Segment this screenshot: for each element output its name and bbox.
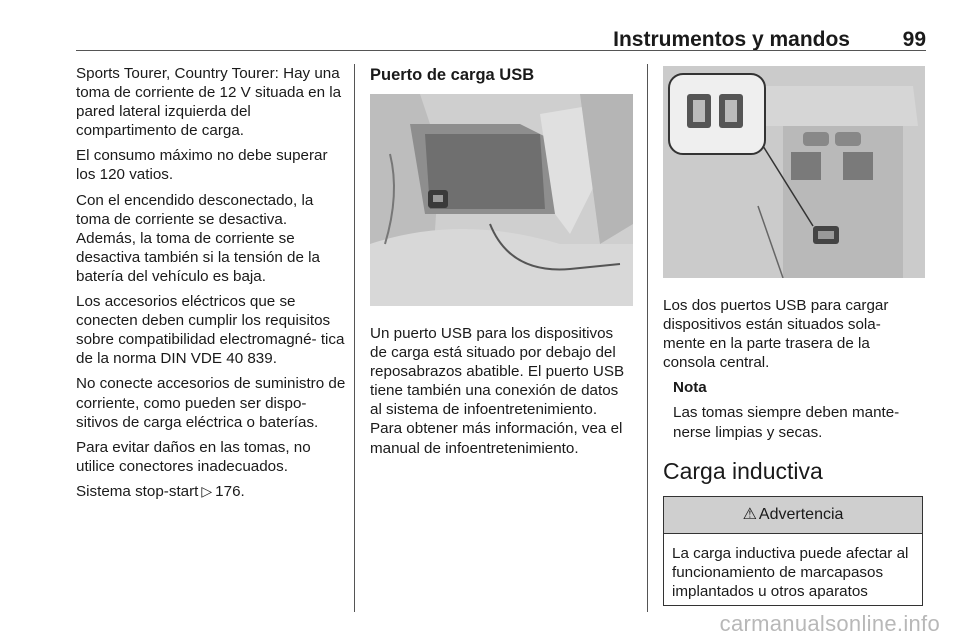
section-heading-inductive: Carga inductiva [663,457,823,484]
warning-header [664,497,922,534]
column-divider-1 [354,64,355,612]
warning-box [663,496,923,606]
header-divider [76,50,926,51]
column-divider-2 [647,64,648,612]
paragraph: El consumo máximo no debe superar los 120 vatios. [76,147,328,184]
paragraph: Con el encendido desconectado, la toma de corriente se desactiva. Además, la toma de corriente se desactiva también si la tensión de la batería del vehículo es baja. [76,191,320,285]
cross-reference-page: 176. [215,482,245,500]
note-box [673,378,925,441]
cross-reference[interactable] [76,482,346,501]
warning-triangle-icon: ⚠ [742,506,757,524]
note-title: Nota [673,379,707,397]
column-1 [76,64,346,507]
paragraph: Sports Tourer, Country Tourer: Hay una toma de corriente de 12 V situada en la pared lateral izquierda del compartimento de carga. [76,65,342,140]
column-3 [663,64,925,606]
usb-description: Un puerto USB para los dispositivos de carga está situado por debajo del reposabrazos abatible. El puerto USB tiene también una conexión de datos al sistema de infoentretenimiento. Para obtener más información, vea el manual de infoentretenimiento. [370,325,625,457]
paragraph: Los accesorios eléctricos que se conecten deben cumplir los requisitos sobre compatibilidad electromagné‐ tica de la norma DIN VDE 40 839. [76,293,345,368]
paragraph: No conecte accesorios de suministro de corriente, como pueden ser dispo‐ sitivos de carga eléctrica o baterías. [76,375,346,431]
column-2 [370,64,633,464]
cross-reference-text: Sistema stop-start [76,482,199,500]
page-reference-arrow-icon: ▷ [201,482,213,499]
page-number: 99 [902,28,926,51]
section-heading-usb: Puerto de carga USB [370,66,535,84]
rear-usb-description: Los dos puertos USB para cargar dispositivos están situados sola‐ mente en la parte trasera de la consola central. [663,297,889,372]
usb-armrest-illustration [370,94,633,306]
rear-console-usb-illustration [663,66,925,278]
warning-title: Advertencia [758,506,844,524]
paragraph: Para evitar daños en las tomas, no utilice conectores inadecuados. [76,438,311,475]
note-text: Las tomas siempre deben mante‐ nerse limpias y secas. [673,404,900,441]
watermark: carmanualsonline.info [719,611,940,636]
page-header-title: Instrumentos y mandos [613,28,850,51]
warning-body: La carga inductiva puede afectar al funcionamiento de marcapasos implantados u otros aparatos [672,544,909,600]
